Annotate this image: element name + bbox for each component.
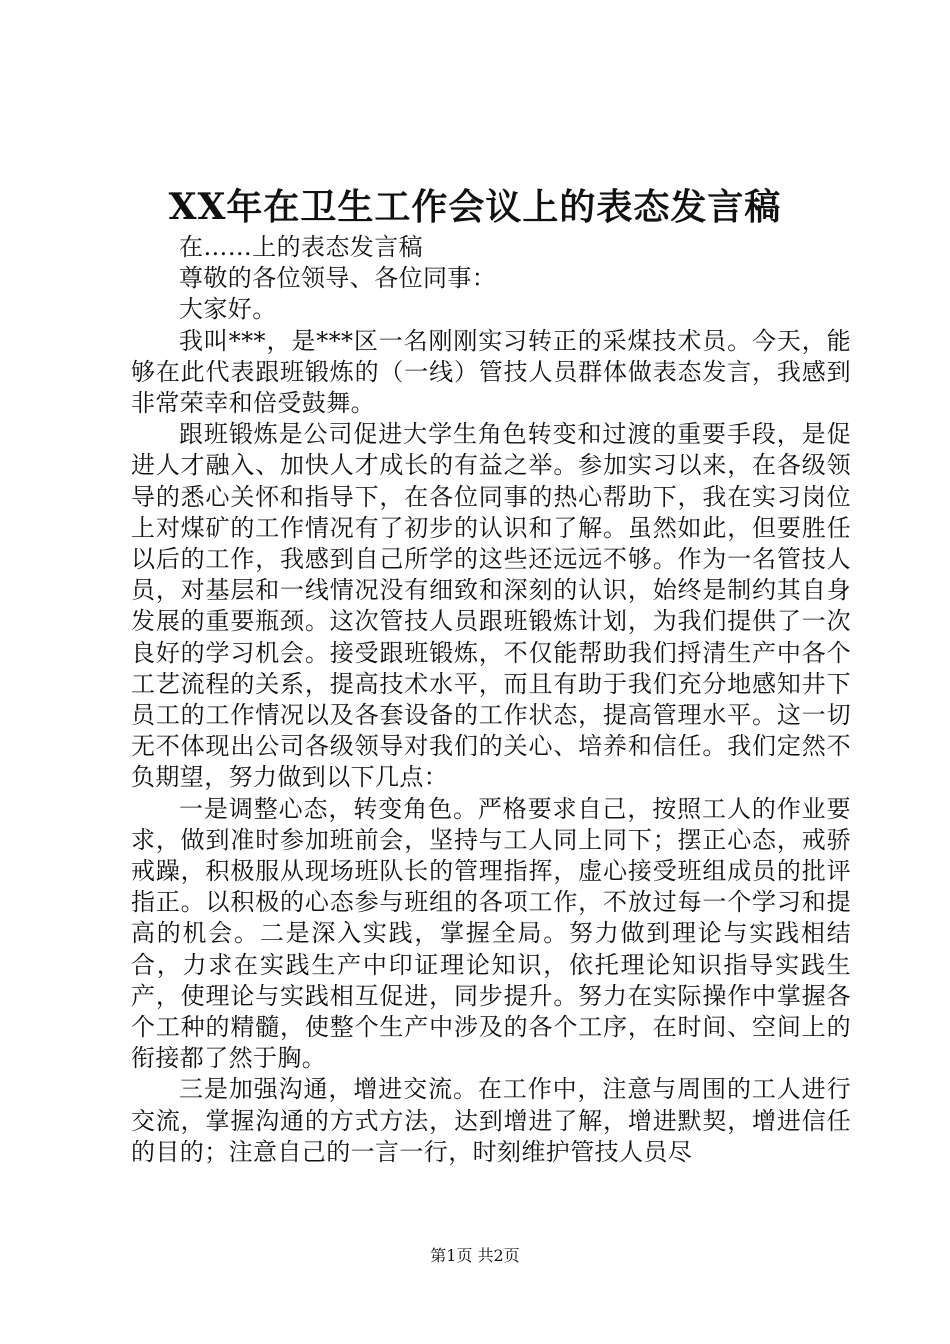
paragraph-salutation: 尊敬的各位领导、各位同事： (179, 264, 497, 293)
paragraph-introduction: 我叫***，是***区一名刚刚实习转正的采煤技术员。今天，能够在此代表跟班锻炼的（一线）管技人员群体做表态发言，我感到非常荣幸和倍受鼓舞。 (131, 326, 851, 418)
paragraph-heading-line: 在……上的表态发言稿 (179, 233, 423, 261)
paragraph-point-three: 三是加强沟通，增进交流。在工作中，注意与周围的工人进行交流，掌握沟通的方式方法，达到增进了解，增进默契，增进信任的目的；注意自己的一言一行，时刻维护管技人员尽 (131, 1075, 851, 1166)
paragraph-greeting: 大家好。 (179, 295, 277, 324)
paragraph-training-purpose: 跟班锻炼是公司促进大学生角色转变和过渡的重要手段，是促进人才融入、加快人才成长的有益之举。参加实习以来，在各级领导的悉心关怀和指导下，在各位同事的热心帮助下，我在实习岗位上对煤矿的工作情况有了初步的认识和了解。虽然如此，但要胜任以后的工作，我感到自己所学的这些还远远不够。作为一名管技人员，对基层和一线情况没有细致和深刻的认识，始终是制约其自身发展的重要瓶颈。这次管技人员跟班锻炼计划，为我们提供了一次良好的学习机会。接受跟班锻炼，不仅能帮助我们捋清生产中各个工艺流程的关系，提高技术水平，而且有助于我们充分地感知井下员工的工作情况以及各套设备的工作状态，提高管理水平。这一切无不体现出公司各级领导对我们的关心、培养和信任。我们定然不负期望，努力做到以下几点： (131, 420, 851, 792)
document-title: XX年在卫生工作会议上的表态发言稿 (168, 186, 782, 228)
document-body (131, 232, 851, 1168)
page-number-footer: 第1页 共2页 (430, 1246, 520, 1265)
paragraph-points-one-two: 一是调整心态，转变角色。严格要求自己，按照工人的作业要求，做到准时参加班前会，坚持与工人同上同下；摆正心态，戒骄戒躁，积极服从现场班队长的管理指挥，虚心接受班组成员的批评指正。以积极的心态参与班组的各项工作，不放过每一个学习和提高的机会。二是深入实践，掌握全局。努力做到理论与实践相结合，力求在实践生产中印证理论知识，依托理论知识指导实践生产，使理论与实践相互促进，同步提升。努力在实际操作中掌握各个工种的精髓，使整个生产中涉及的各个工序，在时间、空间上的衔接都了然于胸。 (131, 794, 851, 1073)
